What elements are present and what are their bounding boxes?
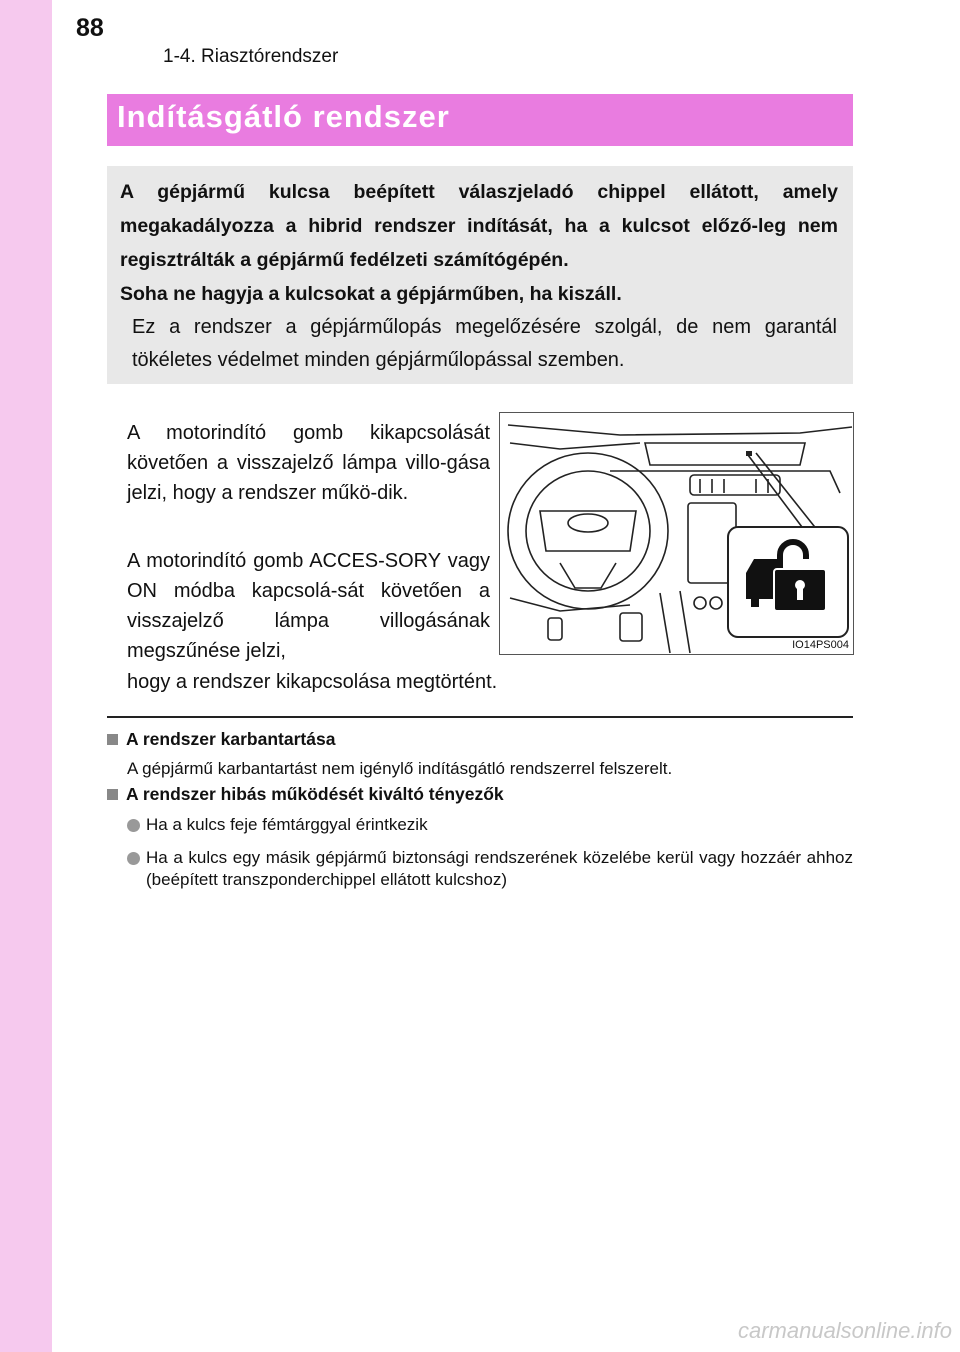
body-paragraph-2-tail: hogy a rendszer kikapcsolása megtörtént. [127,671,498,693]
maintenance-text: A gépjármű karbantartást nem igénylő indításgátló rendszerrel felszerelt. [127,759,673,778]
summary-warning: Soha ne hagyja a kulcsokat a gépjárműben, ha kiszáll. [120,283,622,305]
malfunction-bullet [127,814,853,836]
section-divider [107,716,853,718]
body-paragraph-1: A motorindító gomb kikapcsolását követően a visszajelző lámpa villo-gása jelzi, hogy a rendszer műkö-dik. [127,422,490,504]
figure-code: IO14PS004 [792,639,849,651]
bullet-text: Ha a kulcs egy másik gépjármű biztonsági rendszerének közelébe kerül vagy hozzáér ahhoz (beépített transzponderchippel ellátott kulcshoz) [146,848,853,889]
body-paragraph-2: A motorindító gomb ACCES-SORY vagy ON módba kapcsolá-sát követően a visszajelző lámpa villogásának megszűnése jelzi, [127,550,490,662]
page-number: 88 [76,14,104,42]
maintenance-heading [107,729,335,750]
side-bar [0,0,52,1352]
square-bullet-icon [107,734,118,745]
malfunction-heading-text: A rendszer hibás működését kiváltó tényezők [126,784,504,804]
summary-bold-paragraph: A gépjármű kulcsa beépített válaszjeladó chippel ellátott, amely megakadályozza a hibrid rendszer indítását, ha a kulcsot előző-leg nem regisztrálták a gépjármű fedélzeti számítógépén. [120,181,838,271]
watermark: carmanualsonline.info [737,1318,952,1343]
malfunction-heading [107,784,504,805]
bullet-text: Ha a kulcs feje fémtárggyal érintkezik [146,815,428,834]
summary-note: Ez a rendszer a gépjárműlopás megelőzésére szolgál, de nem garantál tökéletes védelmet minden gépjárműlopással szemben. [132,316,837,371]
dashboard-figure [499,412,854,655]
dashboard-illustration [500,413,853,654]
round-bullet-icon [127,819,140,832]
malfunction-bullet [127,847,853,891]
maintenance-heading-text: A rendszer karbantartása [126,729,336,749]
round-bullet-icon [127,852,140,865]
summary-box [107,166,853,384]
section-title: 1-4. Riasztórendszer [163,46,339,67]
indicator-lamp [746,451,752,456]
square-bullet-icon [107,789,118,800]
page-title: Indításgátló rendszer [117,99,450,134]
title-banner [107,94,853,146]
